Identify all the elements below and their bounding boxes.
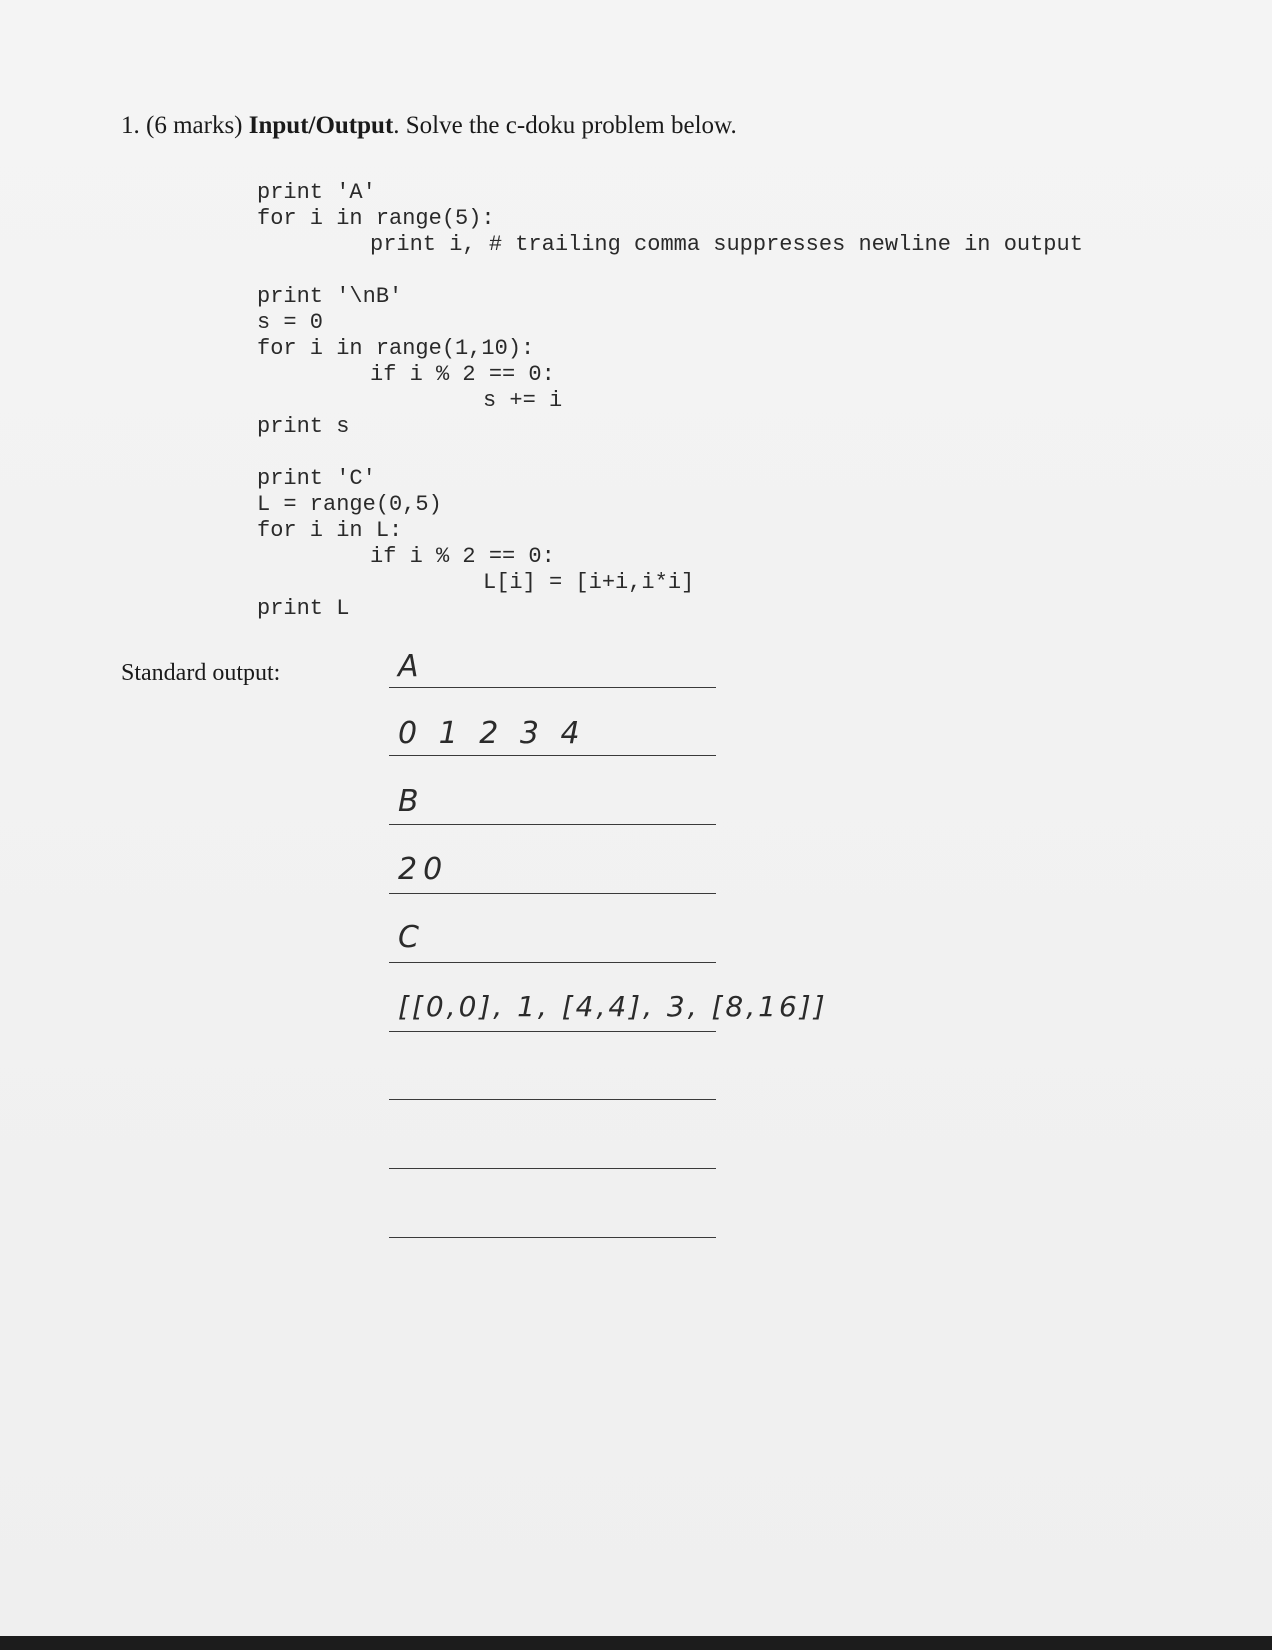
handwritten-answer: 20 — [398, 852, 449, 887]
answer-line — [389, 755, 716, 756]
answer-line — [389, 1099, 716, 1100]
question-topic: Input/Output — [248, 112, 394, 139]
output-label: Standard output: — [121, 660, 281, 686]
answer-line — [389, 1237, 716, 1238]
code-line: print '\nB' — [257, 284, 403, 309]
question-number: 1. — [121, 112, 140, 139]
code-line: print 'C' — [257, 466, 376, 491]
code-line: if i % 2 == 0: — [370, 362, 555, 387]
code-line: for i in range(5): — [257, 206, 495, 231]
question-marks: (6 marks) — [146, 112, 243, 139]
code-line: print 'A' — [257, 180, 376, 205]
handwritten-answer: [[0,0], 1, [4,4], 3, [8,16]] — [398, 990, 828, 1023]
handwritten-answer: C — [398, 920, 425, 955]
answer-line — [389, 1031, 716, 1032]
code-line: s = 0 — [257, 310, 324, 335]
answer-line — [389, 824, 716, 825]
answer-line — [389, 687, 716, 688]
answer-line — [389, 893, 716, 894]
code-listing — [0, 0, 1272, 640]
code-line: L[i] = [i+i,i*i] — [483, 570, 695, 595]
handwritten-answer: A — [398, 649, 425, 684]
answer-line — [389, 1168, 716, 1169]
code-line: s += i — [483, 388, 563, 413]
code-line: if i % 2 == 0: — [370, 544, 555, 569]
code-line: print s — [257, 414, 350, 439]
question-instruction: . Solve the c-doku problem below. — [393, 112, 737, 139]
code-line: L = range(0,5) — [257, 492, 442, 517]
code-line: for i in range(1,10): — [257, 336, 535, 361]
scan-edge — [0, 1636, 1272, 1650]
handwritten-answer: B — [398, 784, 425, 819]
answer-line — [389, 962, 716, 963]
code-line: print i, # trailing comma suppresses newline in output — [370, 232, 1083, 257]
code-line: print L — [257, 596, 350, 621]
code-line: for i in L: — [257, 518, 403, 543]
handwritten-answer: 0 1 2 3 4 — [398, 716, 586, 751]
